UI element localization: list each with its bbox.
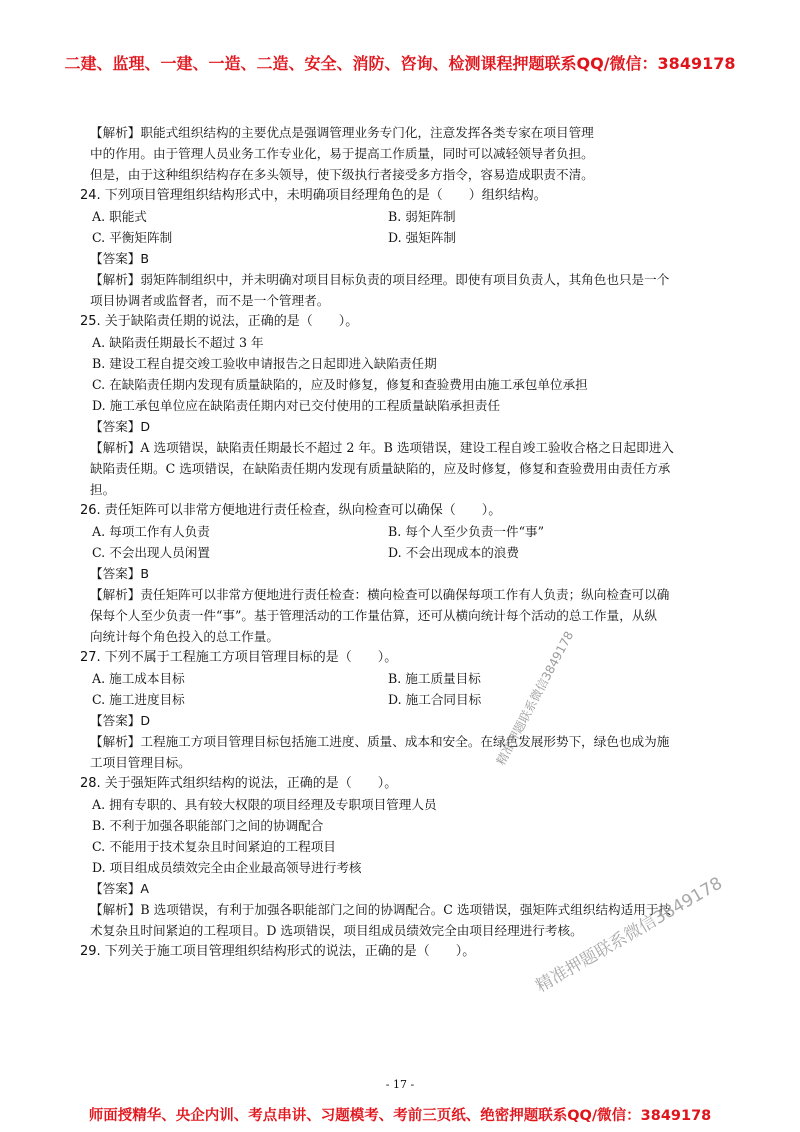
top-banner: 二建、监理、一建、一造、二造、安全、消防、咨询、检测课程押题联系QQ/微信：3849178 (64, 54, 736, 73)
option-c: C. 不会出现人员闲置 (92, 545, 210, 560)
option-c: C. 施工进度目标 (92, 692, 185, 707)
option-c: C. 平衡矩阵制 (92, 230, 173, 245)
page-content (80, 122, 718, 962)
question-27-options-row-2 (92, 689, 718, 710)
option-d: D. 强矩阵制 (388, 230, 457, 245)
option-c: C. 不能用于技术复杂且时间紧迫的工程项目 (92, 839, 336, 854)
option-a: A. 每项工作有人负责 (92, 524, 210, 539)
question-24-options-row-2 (92, 227, 718, 248)
question-24-answer: 【答案】B (90, 251, 150, 266)
watermark-large: 精准押题联系微信3849178 (532, 873, 726, 997)
option-a: A. 施工成本目标 (92, 671, 185, 686)
question-25-title: 25. 关于缺陷责任期的说法，正确的是（ ）。 (80, 314, 359, 329)
analysis-line: 【解析】弱矩阵制组织中，并未明确对项目目标负责的项目经理。即使有项目负责人，其角色也只是一个 (90, 272, 670, 287)
bottom-banner: 师面授精华、央企内训、考点串讲、习题模考、考前三页纸、绝密押题联系QQ/微信：3849178 (88, 1108, 712, 1124)
analysis-line: 【解析】工程施工方项目管理目标包括施工进度、质量、成本和安全。在绿色发展形势下，绿色也成为施 (90, 734, 670, 749)
option-d: D. 施工承包单位应在缺陷责任期内对已交付使用的工程质量缺陷承担责任 (92, 398, 501, 413)
question-27-options-row-1 (92, 668, 718, 689)
option-a: A. 职能式 (92, 209, 147, 224)
analysis-line: 但是，由于这种组织结构存在多头领导，使下级执行者接受多方指令，容易造成职责不清。 (90, 167, 594, 182)
analysis-line: 向统计每个角色投入的总工作量。 (90, 629, 279, 644)
analysis-line: 【解析】B 选项错误，有利于加强各职能部门之间的协调配合。C 选项错误，强矩阵式组织结构适用于技 (90, 902, 672, 917)
question-24-options-row-1 (92, 206, 718, 227)
option-a: A. 缺陷责任期最长不超过 3 年 (92, 335, 264, 350)
analysis-line: 【解析】A 选项错误，缺陷责任期最长不超过 2 年。B 选项错误，建设工程自竣工验收合格之日起即进入 (90, 440, 674, 455)
analysis-line: 工项目管理目标。 (90, 755, 191, 770)
option-b: B. 不利于加强各职能部门之间的协调配合 (92, 818, 324, 833)
analysis-line: 中的作用。由于管理人员业务工作专业化，易于提高工作质量，同时可以减轻领导者负担。 (90, 146, 594, 161)
option-a: A. 拥有专职的、具有较大权限的项目经理及专职项目管理人员 (92, 797, 437, 812)
watermark-small: 精准押题联系微信3849178 (493, 628, 577, 768)
analysis-line: 【解析】职能式组织结构的主要优点是强调管理业务专门化，注意发挥各类专家在项目管理 (90, 125, 594, 140)
analysis-line: 项目协调者或监督者，而不是一个管理者。 (90, 293, 330, 308)
question-27-answer: 【答案】D (90, 713, 151, 728)
question-26-title: 26. 责任矩阵可以非常方便地进行责任检查，纵向检查可以确保（ ）。 (80, 503, 502, 518)
option-d: D. 项目组成员绩效完全由企业最高领导进行考核 (92, 860, 362, 875)
question-24-title: 24. 下列项目管理组织结构形式中，未明确项目经理角色的是（ ）组织结构。 (80, 188, 547, 203)
question-26-options-row-1 (92, 521, 718, 542)
option-b: B. 建设工程自提交竣工验收申请报告之日起即进入缺陷责任期 (92, 356, 437, 371)
option-d: D. 不会出现成本的浪费 (388, 545, 519, 560)
analysis-line: 术复杂且时间紧迫的工程项目。D 选项错误，项目组成员绩效完全由项目经理进行考核。 (90, 923, 583, 938)
analysis-line: 保每个人至少负责一件“事”。基于管理活动的工作量估算，还可从横向统计每个活动的总工作量，从纵 (90, 608, 658, 623)
analysis-line: 担。 (90, 482, 116, 497)
option-b: B. 弱矩阵制 (388, 209, 456, 224)
question-26-options-row-2 (92, 542, 718, 563)
question-28-title: 28. 关于强矩阵式组织结构的说法，正确的是（ ）。 (80, 776, 398, 791)
analysis-line: 【解析】责任矩阵可以非常方便地进行责任检查：横向检查可以确保每项工作有人负责；纵向检查可以确 (90, 587, 670, 602)
analysis-line: 缺陷责任期。C 选项错误，在缺陷责任期内发现有质量缺陷的，应及时修复，修复和查验费用由责任方承 (90, 461, 671, 476)
page-number: - 17 - (385, 1078, 415, 1091)
option-b: B. 施工质量目标 (388, 671, 481, 686)
option-c: C. 在缺陷责任期内发现有质量缺陷的，应及时修复，修复和查验费用由施工承包单位承担 (92, 377, 588, 392)
question-27-title: 27. 下列不属于工程施工方项目管理目标的是（ ）。 (80, 650, 398, 665)
question-28-answer: 【答案】A (90, 881, 149, 896)
question-26-answer: 【答案】B (90, 566, 150, 581)
question-29-title: 29. 下列关于施工项目管理组织结构形式的说法，正确的是（ ）。 (80, 944, 476, 959)
option-d: D. 施工合同目标 (388, 692, 482, 707)
question-25-answer: 【答案】D (90, 419, 151, 434)
option-b: B. 每个人至少负责一件“事” (388, 524, 545, 539)
